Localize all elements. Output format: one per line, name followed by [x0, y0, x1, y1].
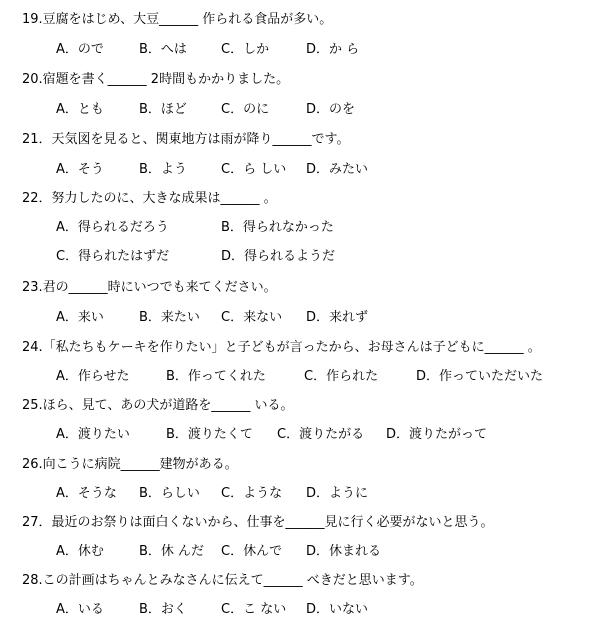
option-a: A．得られるだろう: [56, 220, 169, 235]
question-text: 19.豆腐をはじめ、大豆______ 作られる食品が多い。: [22, 12, 333, 27]
option-a: A．とも: [56, 102, 104, 117]
option-c: C．来ない: [221, 310, 283, 325]
question-19: [0, 9, 610, 31]
question-text: 28.この計画はちゃんとみなさんに伝えて______ べきだと思います。: [22, 573, 423, 588]
option-b: B．作ってくれた: [166, 369, 266, 384]
option-c: C．得られたはずだ: [56, 249, 170, 264]
option-d: D．のを: [306, 102, 356, 117]
question-27: [0, 512, 610, 534]
option-a: A．作らせた: [56, 369, 130, 384]
option-c: C．ら しい: [221, 162, 287, 177]
question-20: [0, 69, 610, 91]
option-d: D．作っていただいた: [416, 369, 544, 384]
option-d: D．いない: [306, 602, 369, 617]
options-19: [0, 39, 610, 61]
question-25: [0, 395, 610, 417]
option-d: D．渡りたがって: [386, 427, 488, 442]
option-b: B．ほど: [139, 102, 187, 117]
option-b: B．休 んだ: [139, 544, 205, 559]
option-a: A．いる: [56, 602, 104, 617]
question-text: 22．努力したのに、大きな成果は______ 。: [22, 191, 277, 206]
option-a: A．休む: [56, 544, 104, 559]
question-text: 26.向こうに病院______建物がある。: [22, 457, 238, 472]
options-26: [0, 483, 610, 505]
options-25: [0, 424, 610, 446]
option-d: D．休まれる: [306, 544, 382, 559]
option-b: B．来たい: [139, 310, 200, 325]
option-c: C．こ ない: [221, 602, 287, 617]
question-26: [0, 454, 610, 476]
options-28: [0, 599, 610, 621]
options-20: [0, 99, 610, 121]
question-text: 21．天気図を見ると、関東地方は雨が降り______です。: [22, 132, 350, 147]
options-21: [0, 159, 610, 181]
option-b: B．らしい: [139, 486, 200, 501]
option-c: C．ような: [221, 486, 283, 501]
option-d: D．ように: [306, 486, 369, 501]
question-28: [0, 570, 610, 592]
option-d: D．来れず: [306, 310, 369, 325]
question-text: 23.君の______時にいつでも来てください。: [22, 280, 277, 295]
question-text: 25.ほら、見て、あの犬が道路を______ いる。: [22, 398, 294, 413]
question-24: [0, 337, 610, 359]
options-22-row1: [0, 217, 610, 239]
question-text: 20.宿題を書く______ 2時間もかかりました。: [22, 72, 290, 87]
options-23: [0, 307, 610, 329]
option-c: C．のに: [221, 102, 270, 117]
option-b: B．へは: [139, 42, 187, 57]
option-c: C．作られた: [304, 369, 379, 384]
option-b: B．得られなかった: [221, 220, 334, 235]
question-text: 27．最近のお祭りは面白くないから、仕事を______見に行く必要がないと思う。: [22, 515, 494, 530]
option-b: B．よう: [139, 162, 187, 177]
option-c: C．しか: [221, 42, 270, 57]
option-a: A．渡りたい: [56, 427, 130, 442]
option-c: C．休んで: [221, 544, 283, 559]
option-d: D．みたい: [306, 162, 369, 177]
options-22-row2: [0, 246, 610, 268]
question-23: [0, 277, 610, 299]
option-a: A．来い: [56, 310, 104, 325]
option-b: B．渡りたくて: [166, 427, 253, 442]
option-a: A．そうな: [56, 486, 117, 501]
question-22: [0, 188, 610, 210]
option-a: A．そう: [56, 162, 104, 177]
question-21: [0, 129, 610, 151]
option-d: D．得られるようだ: [221, 249, 336, 264]
options-27: [0, 541, 610, 563]
option-b: B．おく: [139, 602, 187, 617]
options-24: [0, 366, 610, 388]
option-a: A．ので: [56, 42, 104, 57]
option-c: C．渡りたがる: [277, 427, 365, 442]
question-text: 24.「私たちもケーキを作りたい」と子どもが言ったから、お母さんは子どもに______ 。: [22, 340, 541, 355]
option-d: D．か ら: [306, 42, 360, 57]
